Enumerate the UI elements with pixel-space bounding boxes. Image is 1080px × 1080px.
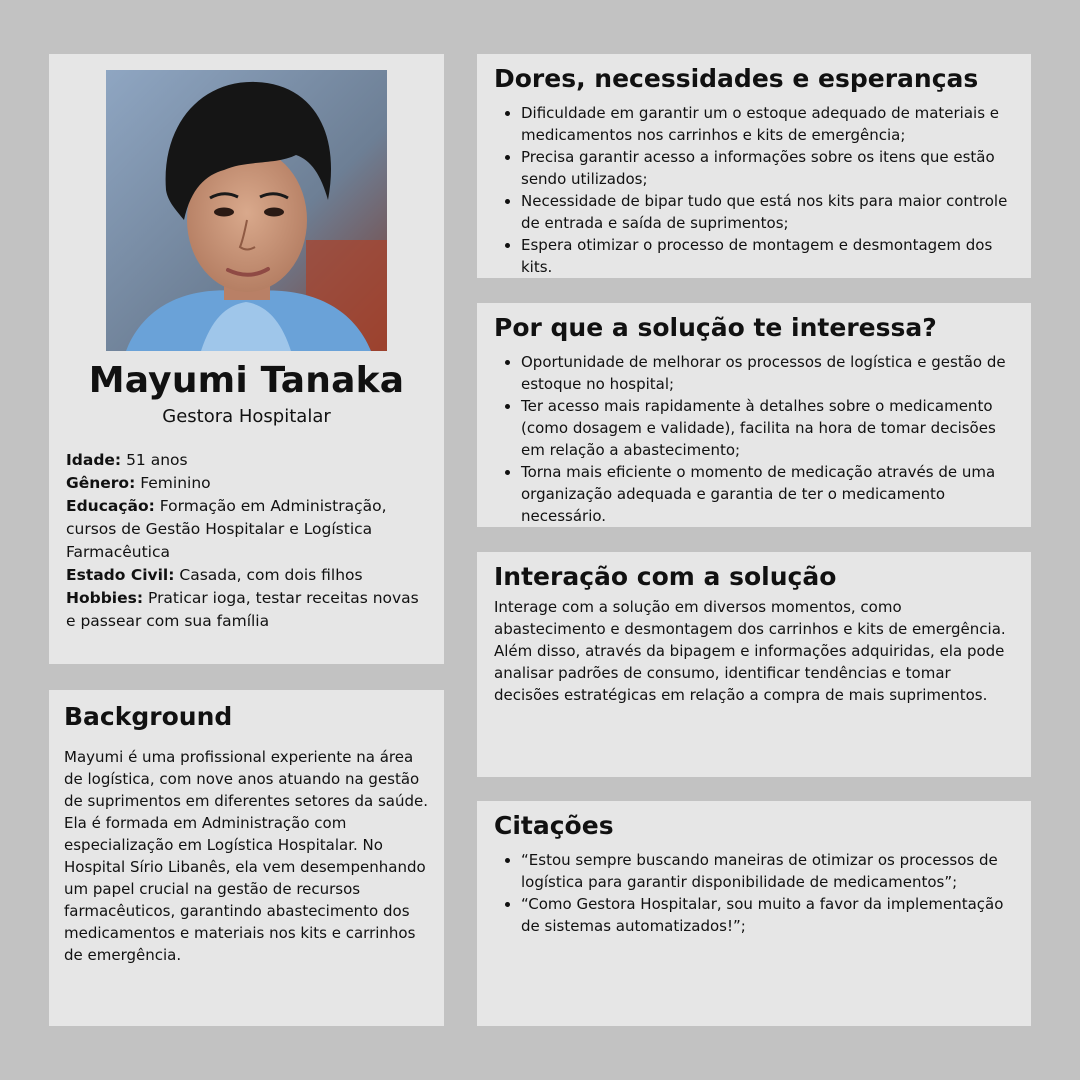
section-title: Background	[64, 702, 233, 731]
pains-card	[477, 54, 1031, 278]
why-card	[477, 303, 1031, 527]
quotes-card	[477, 801, 1031, 1026]
persona-name: Mayumi Tanaka	[88, 360, 405, 401]
background-card	[49, 690, 444, 1026]
fact-value: Praticar ioga, testar receitas novas e passear com sua família	[66, 589, 419, 630]
fact-value: Casada, com dois filhos	[174, 566, 363, 584]
fact-value: Formação em Administração, cursos de Gestão Hospitalar e Logística Farmacêutica	[66, 497, 387, 561]
list-item: • Precisa garantir acesso a informações sobre os itens que estão sendo utilizados;	[521, 146, 1015, 190]
list-item: • Dificuldade em garantir um o estoque adequado de materiais e medicamentos nos carrinhos e kits de emergência;	[521, 102, 1015, 146]
persona-facts	[66, 449, 426, 633]
interaction-card	[477, 552, 1031, 777]
fact-label: Estado Civil:	[66, 566, 175, 584]
list-item: • Ter acesso mais rapidamente à detalhes sobre o medicamento (como dosagem e validade), facilita na hora de tomar decisões em relação a abastecimento;	[521, 395, 1015, 461]
why-list	[494, 351, 1015, 527]
fact-label: Gênero:	[66, 474, 136, 492]
interaction-text: Interage com a solução em diversos momentos, como abastecimento e desmontagem dos carrinhos e kits de emergência. Além disso, através da bipagem e informações adquiridas, ela pode analisar padrões de consumo, identificar tendências e tomar decisões estratégicas em relação a compra de mais suprimentos.	[494, 598, 1006, 704]
fact-gender	[66, 472, 426, 495]
fact-age	[66, 449, 426, 472]
list-item: • Oportunidade de melhorar os processos de logística e gestão de estoque no hospital;	[521, 351, 1015, 395]
list-item: • “Estou sempre buscando maneiras de otimizar os processos de logística para garantir disponibilidade de medicamentos”;	[521, 849, 1015, 893]
fact-label: Hobbies:	[66, 589, 144, 607]
section-title: Interação com a solução	[494, 562, 837, 591]
fact-education	[66, 495, 426, 564]
quotes-list	[494, 849, 1015, 937]
background-text: Mayumi é uma profissional experiente na área de logística, com nove anos atuando na gestão de suprimentos em diferentes setores da saúde. Ela é formada em Administração com especialização em Logística Hospitalar. No Hospital Sírio Libanês, ela vem desempenhando um papel crucial na gestão de recursos farmacêuticos, garantindo abastecimento dos medicamentos e materiais nos kits e carrinhos de emergência.	[64, 748, 429, 964]
list-item: • Torna mais eficiente o momento de medicação através de uma organização adequada e garantia de ter o medicamento necessário.	[521, 461, 1015, 527]
profile-card	[49, 54, 444, 664]
section-title: Por que a solução te interessa?	[494, 313, 937, 342]
section-title: Citações	[494, 811, 614, 840]
fact-marital-status	[66, 564, 426, 587]
persona-role: Gestora Hospitalar	[162, 406, 331, 427]
fact-value: 51 anos	[121, 451, 188, 469]
list-item: • Necessidade de bipar tudo que está nos kits para maior controle de entrada e saída de suprimentos;	[521, 190, 1015, 234]
fact-label: Educação:	[66, 497, 155, 515]
fact-hobbies	[66, 587, 426, 633]
section-title: Dores, necessidades e esperanças	[494, 64, 979, 93]
fact-label: Idade:	[66, 451, 122, 469]
pains-list	[494, 102, 1015, 278]
profile-photo	[106, 70, 387, 351]
person-portrait-icon	[106, 70, 387, 351]
list-item: • “Como Gestora Hospitalar, sou muito a favor da implementação de sistemas automatizados!”;	[521, 893, 1015, 937]
list-item: • Espera otimizar o processo de montagem e desmontagem dos kits.	[521, 234, 1015, 278]
fact-value: Feminino	[135, 474, 211, 492]
